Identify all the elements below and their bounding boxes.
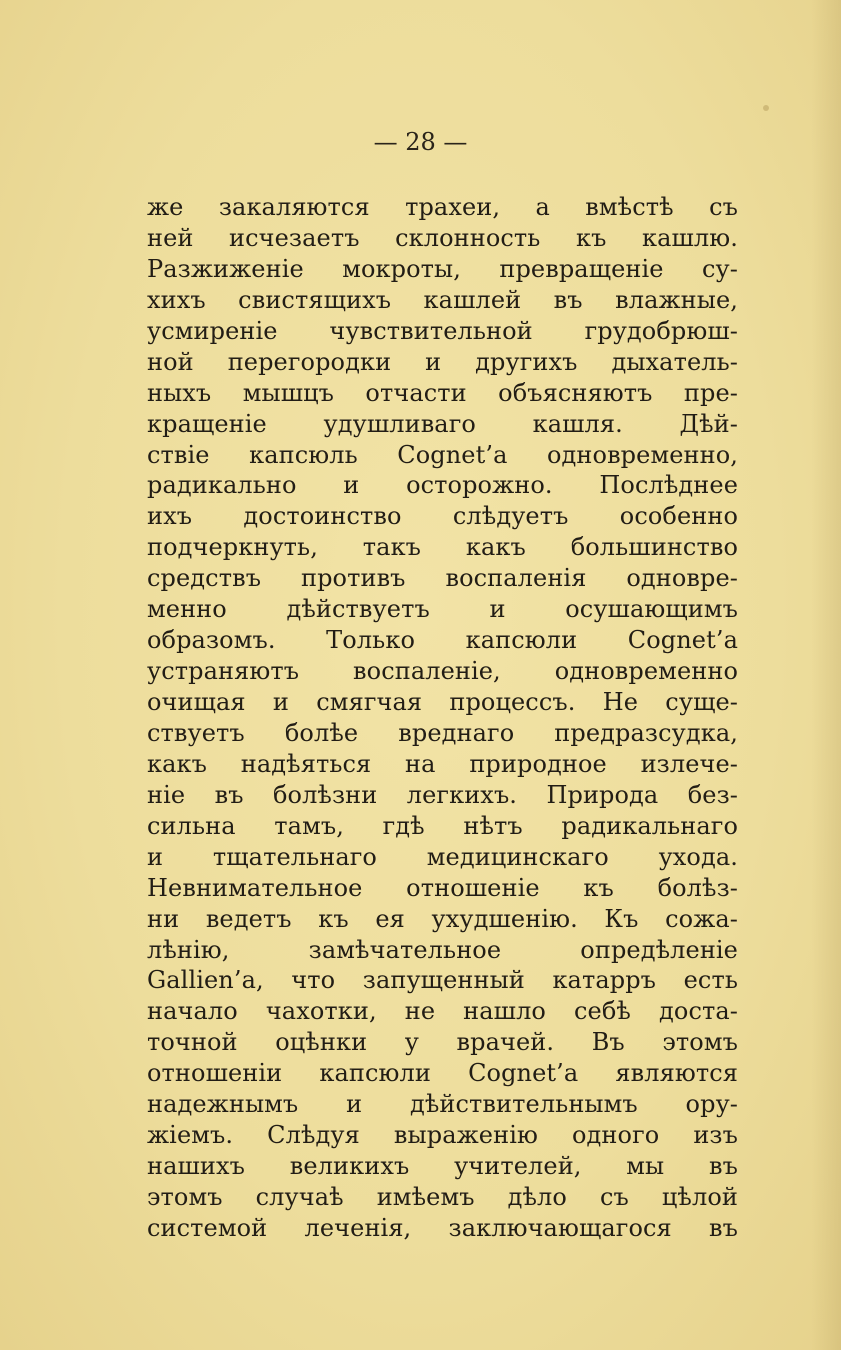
text-line: ствуетъ болѣе вреднаго предразсудка, bbox=[147, 718, 738, 747]
text-line: кращеніе удушливаго кашля. Дѣй- bbox=[147, 409, 738, 438]
text-line: ни ведетъ къ ея ухудшенію. Къ сожа- bbox=[147, 904, 738, 933]
text-line: подчеркнуть, такъ какъ большинство bbox=[147, 533, 738, 562]
text-line: точной оцѣнки у врачей. Въ этомъ bbox=[147, 1028, 738, 1057]
text-line: и тщательнаго медицинскаго ухода. bbox=[147, 842, 738, 871]
text-line: Gallien’a, что запущенный катарръ есть bbox=[147, 966, 738, 995]
text-line: этомъ случаѣ имѣемъ дѣло съ цѣлой bbox=[147, 1183, 738, 1211]
text-line: Разжиженіе мокроты, превращеніе су- bbox=[147, 254, 738, 283]
text-line: отношеніи капсюли Cognet’a являются bbox=[147, 1059, 738, 1088]
text-line: начало чахотки, не нашло себѣ доста- bbox=[147, 997, 738, 1026]
text-line: нашихъ великихъ учителей, мы въ bbox=[147, 1152, 738, 1181]
page-edge-shading bbox=[811, 0, 841, 1350]
text-line: же закаляются трахеи, а вмѣстѣ съ bbox=[147, 193, 738, 221]
text-line: системой леченія, заключающагося въ bbox=[147, 1213, 738, 1242]
text-line: радикально и осторожно. Послѣднее bbox=[147, 471, 738, 500]
text-line: ныхъ мышцъ отчасти объясняютъ пре- bbox=[147, 378, 738, 407]
body-text bbox=[147, 192, 738, 1244]
text-line: средствъ противъ воспаленія одновре- bbox=[147, 564, 738, 593]
text-line: образомъ. Только капсюли Cognet’a bbox=[147, 626, 738, 655]
text-line: надежнымъ и дѣйствительнымъ ору- bbox=[147, 1090, 738, 1119]
text-line: очищая и смягчая процессъ. Не суще- bbox=[147, 688, 738, 716]
text-line: лѣнію, замѣчательное опредѣленіе bbox=[147, 935, 738, 964]
paper-spot bbox=[763, 105, 769, 111]
text-line: жіемъ. Слѣдуя выраженію одного изъ bbox=[147, 1121, 738, 1150]
text-line: ніе въ болѣзни легкихъ. Природа без- bbox=[147, 780, 738, 809]
text-line: ихъ достоинство слѣдуетъ особенно bbox=[147, 502, 738, 531]
text-line: Невнимательное отношеніе къ болѣз- bbox=[147, 873, 738, 902]
text-line: ной перегородки и другихъ дыхатель- bbox=[147, 347, 738, 376]
text-line: устраняютъ воспаленіе, одновременно bbox=[147, 657, 738, 686]
text-line: усмиреніе чувствительной грудобрюш- bbox=[147, 316, 738, 345]
text-line: ствіе капсюль Cognet’a одновременно, bbox=[147, 440, 738, 469]
text-line: какъ надѣяться на природное излече- bbox=[147, 749, 738, 778]
text-line: сильна тамъ, гдѣ нѣтъ радикальнаго bbox=[147, 811, 738, 840]
text-line: ней исчезаетъ склонность къ кашлю. bbox=[147, 223, 738, 252]
text-line: хихъ свистящихъ кашлей въ влажные, bbox=[147, 285, 738, 314]
page-number: — 28 — bbox=[373, 128, 468, 156]
text-line: менно дѣйствуетъ и осушающимъ bbox=[147, 595, 738, 624]
